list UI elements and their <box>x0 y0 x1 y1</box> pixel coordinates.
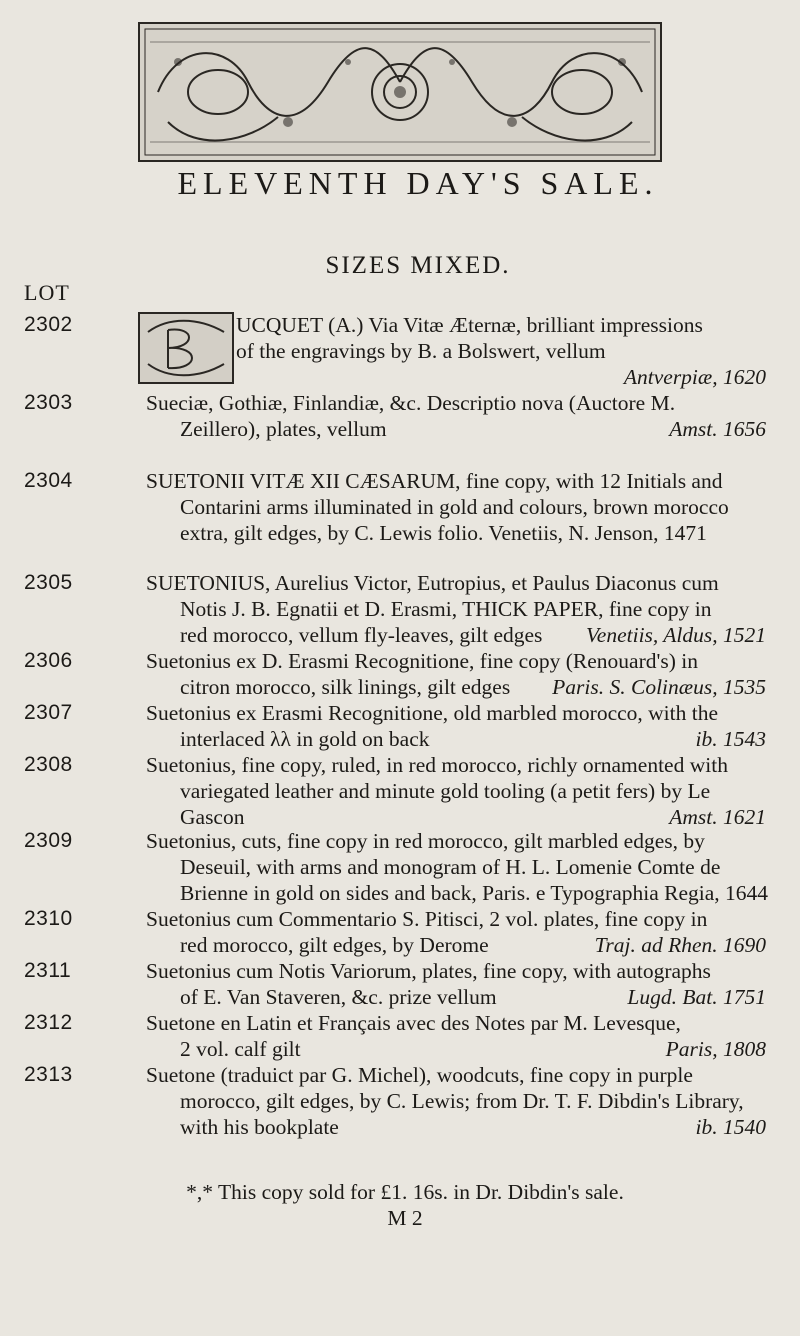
lot-description <box>146 468 766 546</box>
description-line <box>236 312 766 338</box>
description-line <box>146 752 766 778</box>
description-line <box>146 570 766 596</box>
lot-number: 2312 <box>24 1011 73 1034</box>
lot-number: 2306 <box>24 649 73 672</box>
lot-description <box>146 570 766 648</box>
description-line <box>146 468 766 494</box>
description-text: 2 vol. calf gilt <box>180 1037 301 1061</box>
description-text: SUETONIUS, Aurelius Victor, Eutropius, et Paulus Diaconus cum <box>146 571 719 595</box>
lot-description <box>236 312 766 390</box>
lot-description <box>146 828 769 906</box>
description-text: citron morocco, silk linings, gilt edges <box>180 675 511 699</box>
lot-number: 2313 <box>24 1063 73 1086</box>
description-text: Suetonius cum Notis Variorum, plates, fine copy, with autographs <box>146 959 711 983</box>
lot-number: 2304 <box>24 469 73 492</box>
description-line <box>146 778 766 804</box>
imprint: ib. 1540 <box>695 1115 766 1139</box>
lot-number: 2307 <box>24 701 73 724</box>
description-line <box>146 494 766 520</box>
lot-description <box>146 1062 766 1140</box>
lot-number: 2310 <box>24 907 73 930</box>
imprint: Amst. 1621 <box>669 805 766 829</box>
description-line <box>146 984 766 1010</box>
description-line <box>146 958 766 984</box>
lot-number: 2305 <box>24 571 73 594</box>
description-text: UCQUET (A.) Via Vitæ Æternæ, brilliant impressions <box>236 313 703 337</box>
description-line <box>146 880 769 906</box>
description-line <box>146 726 766 752</box>
description-text: Suetone (traduict par G. Michel), woodcuts, fine copy in purple <box>146 1063 693 1087</box>
lot-description <box>146 958 766 1010</box>
description-line <box>146 1010 766 1036</box>
imprint: Paris. S. Colinæus, 1535 <box>552 675 766 699</box>
description-line <box>146 1088 766 1114</box>
running-title: ELEVENTH DAY'S SALE. <box>177 165 659 201</box>
description-text: extra, gilt edges, by C. Lewis folio. Venetiis, N. Jenson, 1471 <box>180 521 707 545</box>
description-text: Brienne in gold on sides and back, Paris. e Typographia Regia, 1644 <box>180 881 769 905</box>
description-line <box>146 622 766 648</box>
description-line <box>146 1036 766 1062</box>
description-text: variegated leather and minute gold tooling (a petit fers) by Le <box>180 779 711 803</box>
imprint: Traj. ad Rhen. 1690 <box>594 933 766 957</box>
description-line <box>146 854 766 880</box>
description-text: morocco, gilt edges, by C. Lewis; from Dr. T. F. Dibdin's Library, <box>180 1089 744 1113</box>
description-text: Notis J. B. Egnatii et D. Erasmi, THICK PAPER, fine copy in <box>180 597 712 621</box>
description-text: Sueciæ, Gothiæ, Finlandiæ, &c. Descriptio nova (Auctore M. <box>146 391 676 415</box>
description-line <box>146 1062 766 1088</box>
description-text: Suetone en Latin et Français avec des Notes par M. Levesque, <box>146 1011 681 1035</box>
description-text: of E. Van Staveren, &c. prize vellum <box>180 985 497 1009</box>
imprint: Amst. 1656 <box>669 417 766 441</box>
description-text: Suetonius, fine copy, ruled, in red morocco, richly ornamented with <box>146 753 728 777</box>
description-line <box>146 520 766 546</box>
description-line <box>146 906 766 932</box>
imprint: Lugd. Bat. 1751 <box>627 985 766 1009</box>
description-line <box>146 416 766 442</box>
lot-number: 2302 <box>24 313 73 336</box>
lot-description <box>146 906 766 958</box>
description-text: Suetonius ex Erasmi Recognitione, old marbled morocco, with the <box>146 701 719 725</box>
description-line <box>146 596 766 622</box>
description-line <box>146 1114 766 1140</box>
description-line <box>146 932 766 958</box>
description-line <box>146 828 766 854</box>
lot-description <box>146 390 766 442</box>
section-heading: SIZES MIXED. <box>325 252 511 279</box>
lot-description <box>146 1010 766 1062</box>
imprint: Antverpiæ, 1620 <box>623 365 766 389</box>
description-line <box>146 674 766 700</box>
lot-column-header: LOT <box>24 280 70 305</box>
description-line <box>146 648 766 674</box>
imprint: Venetiis, Aldus, 1521 <box>586 623 766 647</box>
decorated-initial-b-icon <box>138 312 234 384</box>
lot-number: 2308 <box>24 753 73 776</box>
description-line <box>146 804 766 830</box>
lot-description <box>146 752 766 830</box>
lot-description <box>146 648 766 700</box>
description-text: SUETONII VITÆ XII CÆSARUM, fine copy, with 12 Initials and <box>146 469 723 493</box>
description-text: Deseuil, with arms and monogram of H. L. Lomenie Comte de <box>180 855 721 879</box>
description-text: Gascon <box>180 805 245 829</box>
signature-mark: M 2 <box>387 1206 423 1230</box>
description-text: red morocco, gilt edges, by Derome <box>180 933 489 957</box>
description-line <box>146 390 766 416</box>
lot-number: 2311 <box>24 959 72 982</box>
description-text: of the engravings by B. a Bolswert, vellum <box>236 339 606 363</box>
description-text: Suetonius cum Commentario S. Pitisci, 2 vol. plates, fine copy in <box>146 907 708 931</box>
description-line <box>146 700 766 726</box>
imprint: ib. 1543 <box>695 727 766 751</box>
lot-number: 2309 <box>24 829 73 852</box>
imprint: Paris, 1808 <box>665 1037 766 1061</box>
description-line <box>236 338 766 364</box>
description-text: Contarini arms illuminated in gold and colours, brown morocco <box>180 495 729 519</box>
description-text: interlaced λλ in gold on back <box>180 727 430 751</box>
ornamental-headpiece-icon <box>138 22 662 162</box>
sale-note: *,* This copy sold for £1. 16s. in Dr. Dibdin's sale. <box>186 1180 624 1204</box>
lot-description <box>146 700 766 752</box>
description-text: Zeillero), plates, vellum <box>180 417 387 441</box>
description-text: with his bookplate <box>180 1115 339 1139</box>
description-text: red morocco, vellum fly-leaves, gilt edges <box>180 623 543 647</box>
description-text: Suetonius, cuts, fine copy in red morocco, gilt marbled edges, by <box>146 829 705 853</box>
lot-number: 2303 <box>24 391 73 414</box>
description-text: Suetonius ex D. Erasmi Recognitione, fine copy (Renouard's) in <box>146 649 699 673</box>
